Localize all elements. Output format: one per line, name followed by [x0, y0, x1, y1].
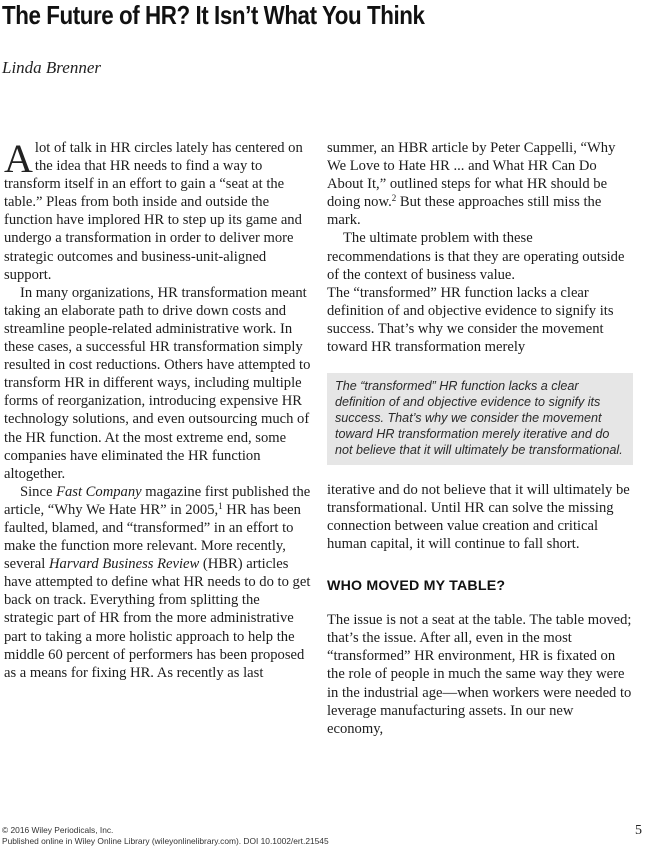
author-name: Linda Brenner: [2, 58, 102, 77]
body-paragraph: The “transformed” HR function lacks a clear definition of and objective evidence to signify its success. That’s why we consider the movement toward HR transformation merely: [327, 284, 614, 356]
intro-text: lot of talk in HR circles lately has centered on the idea that HR needs to find a way to transform itself in an effort to gain a “seat at the table.” Pleas from both inside and outside the function have implored HR to step up its game and undergo a transformation in order to deliver more strategic outcomes and business-unit-aligned support.: [4, 140, 303, 283]
copyright-line: © 2016 Wiley Periodicals, Inc.: [2, 825, 114, 835]
publication-line: Published online in Wiley Online Library (wileyonlinelibrary.com). DOI 10.1002/ert.21545: [2, 835, 329, 846]
intro-paragraph: [4, 136, 312, 284]
publication-name: Harvard Business Review: [48, 556, 200, 573]
footnote-ref: 1: [218, 500, 223, 511]
body-paragraph: In many organizations, HR transformation meant taking an elaborate path to drive down costs and streamline people-related administrative work. In these cases, a successful HR transformation simply resulted in cost reductions. Others have attempted to transform HR in different ways, including multiple forms of reorganization, introducing expensive HR technology solutions, and even outsourcing much of the HR function. At the most extreme end, some companies have eliminated the HR function altogether.: [4, 284, 311, 482]
publication-name: Fast Company: [56, 483, 142, 500]
footnote-ref: 2: [391, 193, 397, 204]
body-paragraph: Since Fast Company magazine first published the article, “Why We Hate HR” in 2005,$^1$ HR has been faulted, blamed, and “transformed” in an effort to make the function more relevant. More recently, several Harvard Business Review (HBR) articles have attempted to define what HR needs to do to get back on track. Everything from splitting the strategic part of HR from the more administrative part to taking a more holistic approach to help the middle 60 percent of performers has been proposed as a means for fixing HR. As recently as last: [4, 483, 311, 681]
page-number: 5: [635, 823, 642, 838]
article-title: The Future of HR? It Isn’t What You Think: [2, 0, 425, 30]
body-paragraph: The issue is not a seat at the table. The table moved; that’s the issue. After all, even in the most “transformed” HR environment, HR is fixated on the role of people in much the same way they were in the industrial age—when workers were needed to leverage manufacturing assets. In our new economy,: [327, 612, 632, 737]
page-footer: [2, 825, 329, 846]
section-heading: WHO MOVED MY TABLE?: [327, 578, 506, 595]
left-column: [4, 136, 312, 682]
body-paragraph: summer, an HBR article by Peter Cappelli, “Why We Love to Hate HR ... and What HR Can Do About It,” outlined steps for what HR should be doing now.$^2$ But these approaches still miss the mark.: [327, 140, 616, 229]
body-paragraph: iterative and do not believe that it will ultimately be transformational. Until HR can solve the missing connection between value creation and critical human capital, it will continue to fall short.: [327, 481, 630, 552]
pull-quote: The “transformed” HR function lacks a clear definition of and objective evidence to signify its success. That’s why we consider the movement toward HR transformation merely iterative and do not believe that it will ultimately be transformational.: [327, 373, 633, 465]
body-paragraph: The ultimate problem with these recommendations is that they are operating outside of the context of business value.: [327, 230, 625, 283]
right-column: [327, 139, 633, 738]
drop-cap: A: [4, 136, 33, 181]
